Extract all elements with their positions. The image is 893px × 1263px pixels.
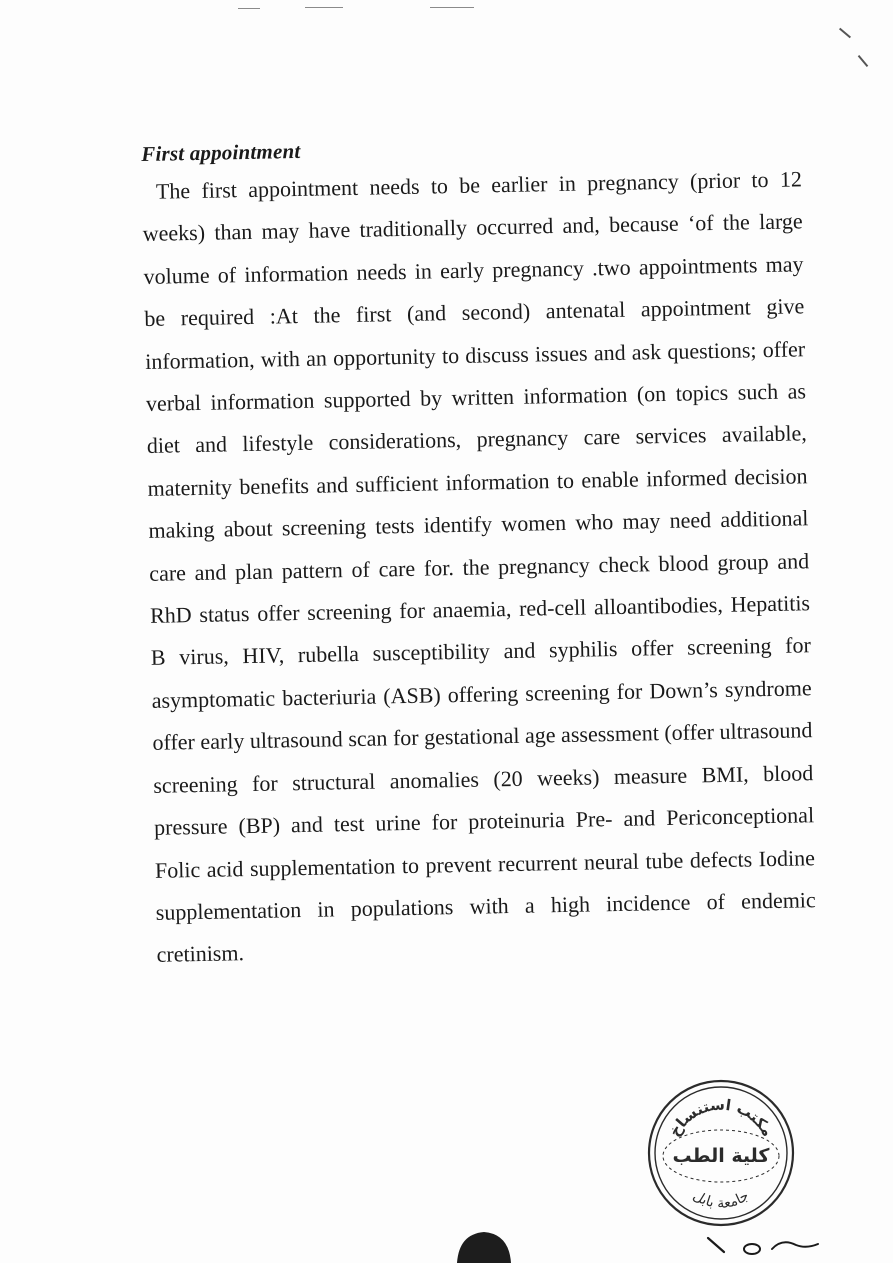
document-body bbox=[141, 129, 817, 976]
scan-artifact bbox=[305, 7, 343, 8]
paragraph-text: The first appointment needs to be earlier in pregnancy (prior to 12 weeks) than may have traditionally occurred and, because ‘of the large volume of information needs in early pregnancy .two appointments may be required :At the first (and second) antenatal appointment give information, with an opportunity to discuss issues and ask questions; offer verbal information supported by written information (on topics such as diet and lifestyle considerations, pregnancy care services available, maternity benefits and sufficient information to enable informed decision making about screening tests identify women who may need additional care and plan pattern of care for. the pregnancy check blood group and RhD status offer screening for anaemia, red-cell alloantibodies, Hepatitis B virus, HIV, rubella susceptibility and syphilis offer screening for asymptomatic bacteriuria (ASB) offering screening for Down’s syndrome offer early ultrasound scan for gestational age assessment (offer ultrasound screening for structural anomalies (20 weeks) measure BMI, blood pressure (BP) and test urine for proteinuria Pre- and Periconceptional Folic acid supplementation to prevent recurrent neural tube defects Iodine supplementation in populations with a high incidence of endemic cretinism. bbox=[142, 166, 816, 968]
svg-text:جامعة بابل: جامعة بابل bbox=[690, 1187, 752, 1212]
section-paragraph bbox=[142, 158, 817, 976]
page-number bbox=[706, 1232, 826, 1262]
section-heading: First appointment bbox=[141, 138, 301, 166]
svg-text:مكتب استنساخ: مكتب استنساخ bbox=[665, 1095, 777, 1140]
scan-artifact bbox=[430, 7, 474, 8]
faculty-stamp bbox=[646, 1078, 796, 1228]
scan-artifact bbox=[839, 28, 851, 39]
binding-mark bbox=[455, 1228, 513, 1263]
scan-artifact bbox=[858, 55, 869, 67]
scan-artifact bbox=[238, 8, 260, 9]
svg-text:كلية الطب: كلية الطب bbox=[672, 1145, 770, 1167]
